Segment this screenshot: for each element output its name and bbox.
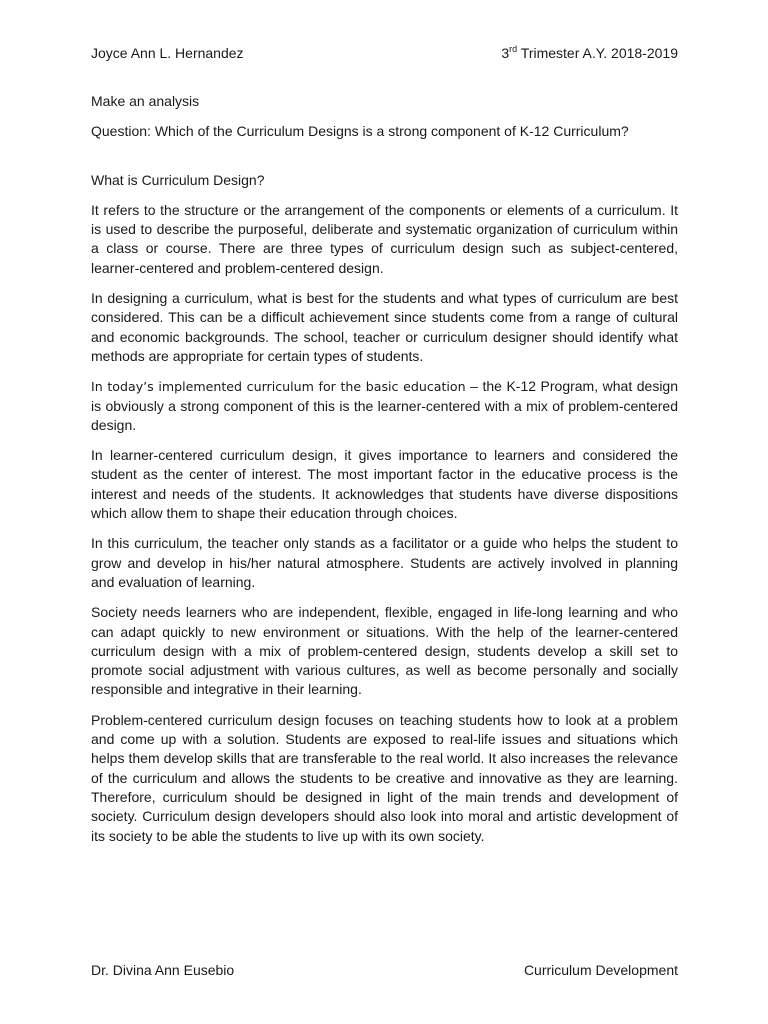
instruction-line: Make an analysis xyxy=(91,93,200,109)
paragraph-society-needs: Society needs learners who are independent, flexible, engaged in life-long learning and who can adapt quickly to new environment or situations. With the help of the learner-centered curriculum design with a mix of problem-centered design, students develop a skill set to promote social adjustment with various cultures, as well as become personally and socially responsible and integrative in their learning. xyxy=(91,604,678,698)
instructor-name: Dr. Divina Ann Eusebio xyxy=(91,962,235,978)
term-suffix: rd xyxy=(509,44,518,54)
document-body xyxy=(91,92,678,857)
paragraph-k12 xyxy=(91,377,678,435)
term-label xyxy=(501,44,678,62)
question-line: Question: Which of the Curriculum Designs is a strong component of K-12 Curriculum? xyxy=(91,123,629,140)
page-footer xyxy=(91,961,678,979)
paragraph-learner-centered: In learner-centered curriculum design, it gives importance to learners and considered the student as the center of interest. The most important factor in the educative process is the interest and needs of the students. It acknowledges that students have diverse dispositions which allow them to shape their education through choices. xyxy=(91,447,678,522)
author-name: Joyce Ann L. Hernandez xyxy=(91,45,244,61)
section-heading: What is Curriculum Design? xyxy=(91,171,265,188)
term-number: 3 xyxy=(501,45,510,61)
paragraph-teacher-role: In this curriculum, the teacher only stands as a facilitator or a guide who helps the student to grow and develop in his/her natural atmosphere. Students are actively involved in planning and evaluation of learning. xyxy=(91,535,678,590)
page-header xyxy=(91,44,678,62)
paragraph-definition: It refers to the structure or the arrangement of the components or elements of a curriculum. It is used to describe the purposeful, deliberate and systematic organization of curriculum within a class or course. There are three types of curriculum design such as subject-centered, learner-centered and problem-centered design. xyxy=(91,201,678,276)
course-name: Curriculum Development xyxy=(523,962,678,978)
term-rest: Trimester A.Y. 2018-2019 xyxy=(517,45,678,61)
paragraph-problem-centered: Problem-centered curriculum design focuses on teaching students how to look at a problem and come up with a solution. Students are exposed to real-life issues and situations which helps them develop skills that are transferable to the real world. It also increases the relevance of the curriculum and allows the students to be creative and innovative as they are learning. Therefore, curriculum should be designed in light of the main trends and development of society. Curriculum design developers should also look into moral and artistic development of its society to be able the students to live up with its own society. xyxy=(91,711,678,844)
paragraph-k12-lead: In today’s implemented curriculum for the basic education xyxy=(91,379,466,395)
paragraph-designing: In designing a curriculum, what is best for the students and what types of curriculum are best considered. This can be a difficult achievement since students come from a range of cultural and economic backgrounds. The school, teacher or curriculum designer should identify what methods are appropriate for certain types of students. xyxy=(91,290,678,364)
paragraph-k12-rest: – the K-12 Program, what design is obviously a strong component of this is the learner-centered with a mix of problem-centered design. xyxy=(91,378,678,433)
